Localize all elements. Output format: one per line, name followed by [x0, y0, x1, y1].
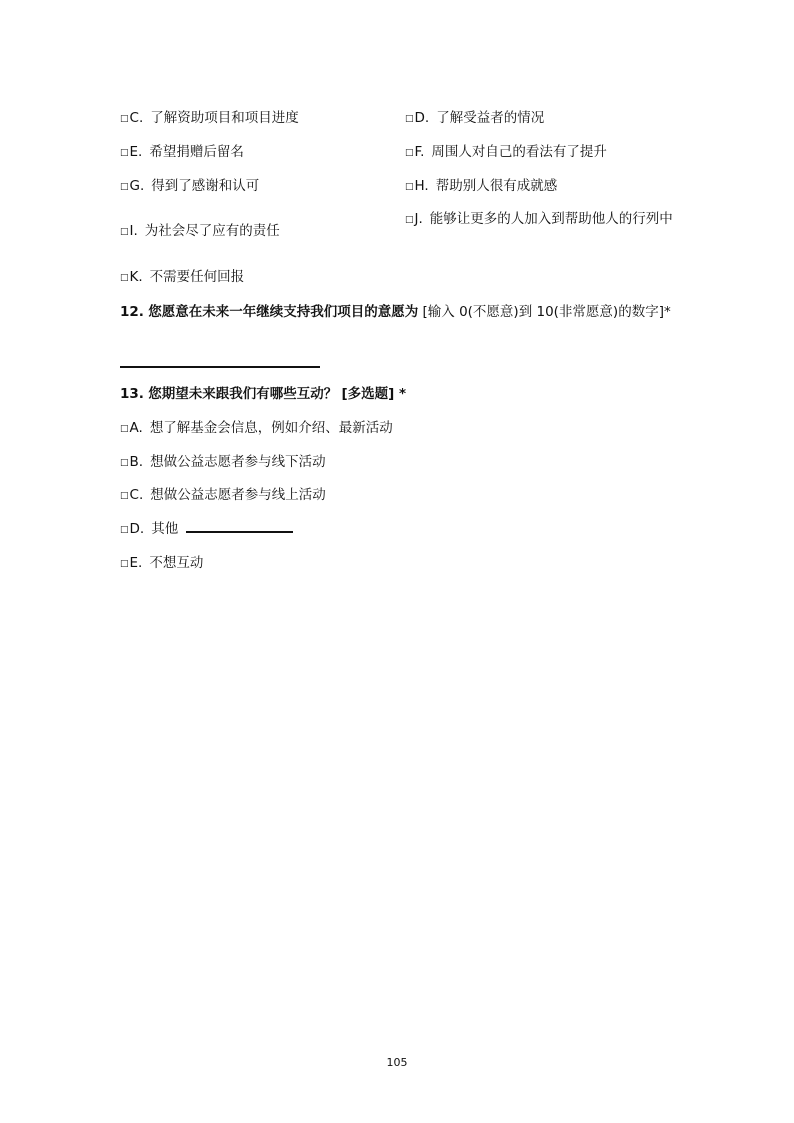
q11-option-g[interactable]: □G. 得到了感谢和认可 [120, 178, 260, 194]
checkbox-icon[interactable]: □ [120, 491, 129, 501]
q11-option-f[interactable]: □F. 周围人对自己的看法有了提升 [405, 144, 607, 160]
checkbox-icon[interactable]: □ [120, 525, 129, 535]
q13-option-d[interactable]: □D. 其他 [120, 517, 293, 543]
other-answer-line[interactable] [186, 517, 293, 533]
checkbox-icon[interactable]: □ [120, 114, 129, 124]
checkbox-icon[interactable]: □ [120, 424, 129, 434]
question-12: 12. 您愿意在未来一年继续支持我们项目的意愿为 [输入 0(不愿意)到 10(非常愿意)的数字]* [120, 304, 671, 320]
checkbox-icon[interactable]: □ [120, 458, 129, 468]
page-number: 105 [386, 1056, 408, 1069]
q11-option-j[interactable]: □J. 能够让更多的人加入到帮助他人的行列中 [405, 211, 673, 227]
checkbox-icon[interactable]: □ [120, 273, 129, 283]
q11-option-c[interactable]: □C. 了解资助项目和项目进度 [120, 110, 299, 126]
checkbox-icon[interactable]: □ [405, 148, 414, 158]
checkbox-icon[interactable]: □ [405, 215, 414, 225]
q11-option-d[interactable]: □D. 了解受益者的情况 [405, 110, 545, 126]
q13-option-e[interactable]: □E. 不想互动 [120, 555, 204, 571]
checkbox-icon[interactable]: □ [120, 182, 129, 192]
q12-answer-line[interactable] [120, 366, 320, 368]
checkbox-icon[interactable]: □ [120, 559, 129, 569]
q13-option-c[interactable]: □C. 想做公益志愿者参与线上活动 [120, 487, 326, 503]
question-13: 13. 您期望未来跟我们有哪些互动？ [多选题] * [120, 386, 407, 402]
checkbox-icon[interactable]: □ [405, 114, 414, 124]
q11-option-h[interactable]: □H. 帮助别人很有成就感 [405, 178, 558, 194]
q11-option-i[interactable]: □I. 为社会尽了应有的责任 [120, 223, 280, 239]
checkbox-icon[interactable]: □ [120, 227, 129, 237]
q13-option-b[interactable]: □B. 想做公益志愿者参与线下活动 [120, 454, 326, 470]
checkbox-icon[interactable]: □ [120, 148, 129, 158]
q11-option-e[interactable]: □E. 希望捐赠后留名 [120, 144, 244, 160]
q11-option-k[interactable]: □K. 不需要任何回报 [120, 269, 245, 285]
checkbox-icon[interactable]: □ [405, 182, 414, 192]
q13-option-a[interactable]: □A. 想了解基金会信息，例如介绍、最新活动 [120, 420, 393, 436]
